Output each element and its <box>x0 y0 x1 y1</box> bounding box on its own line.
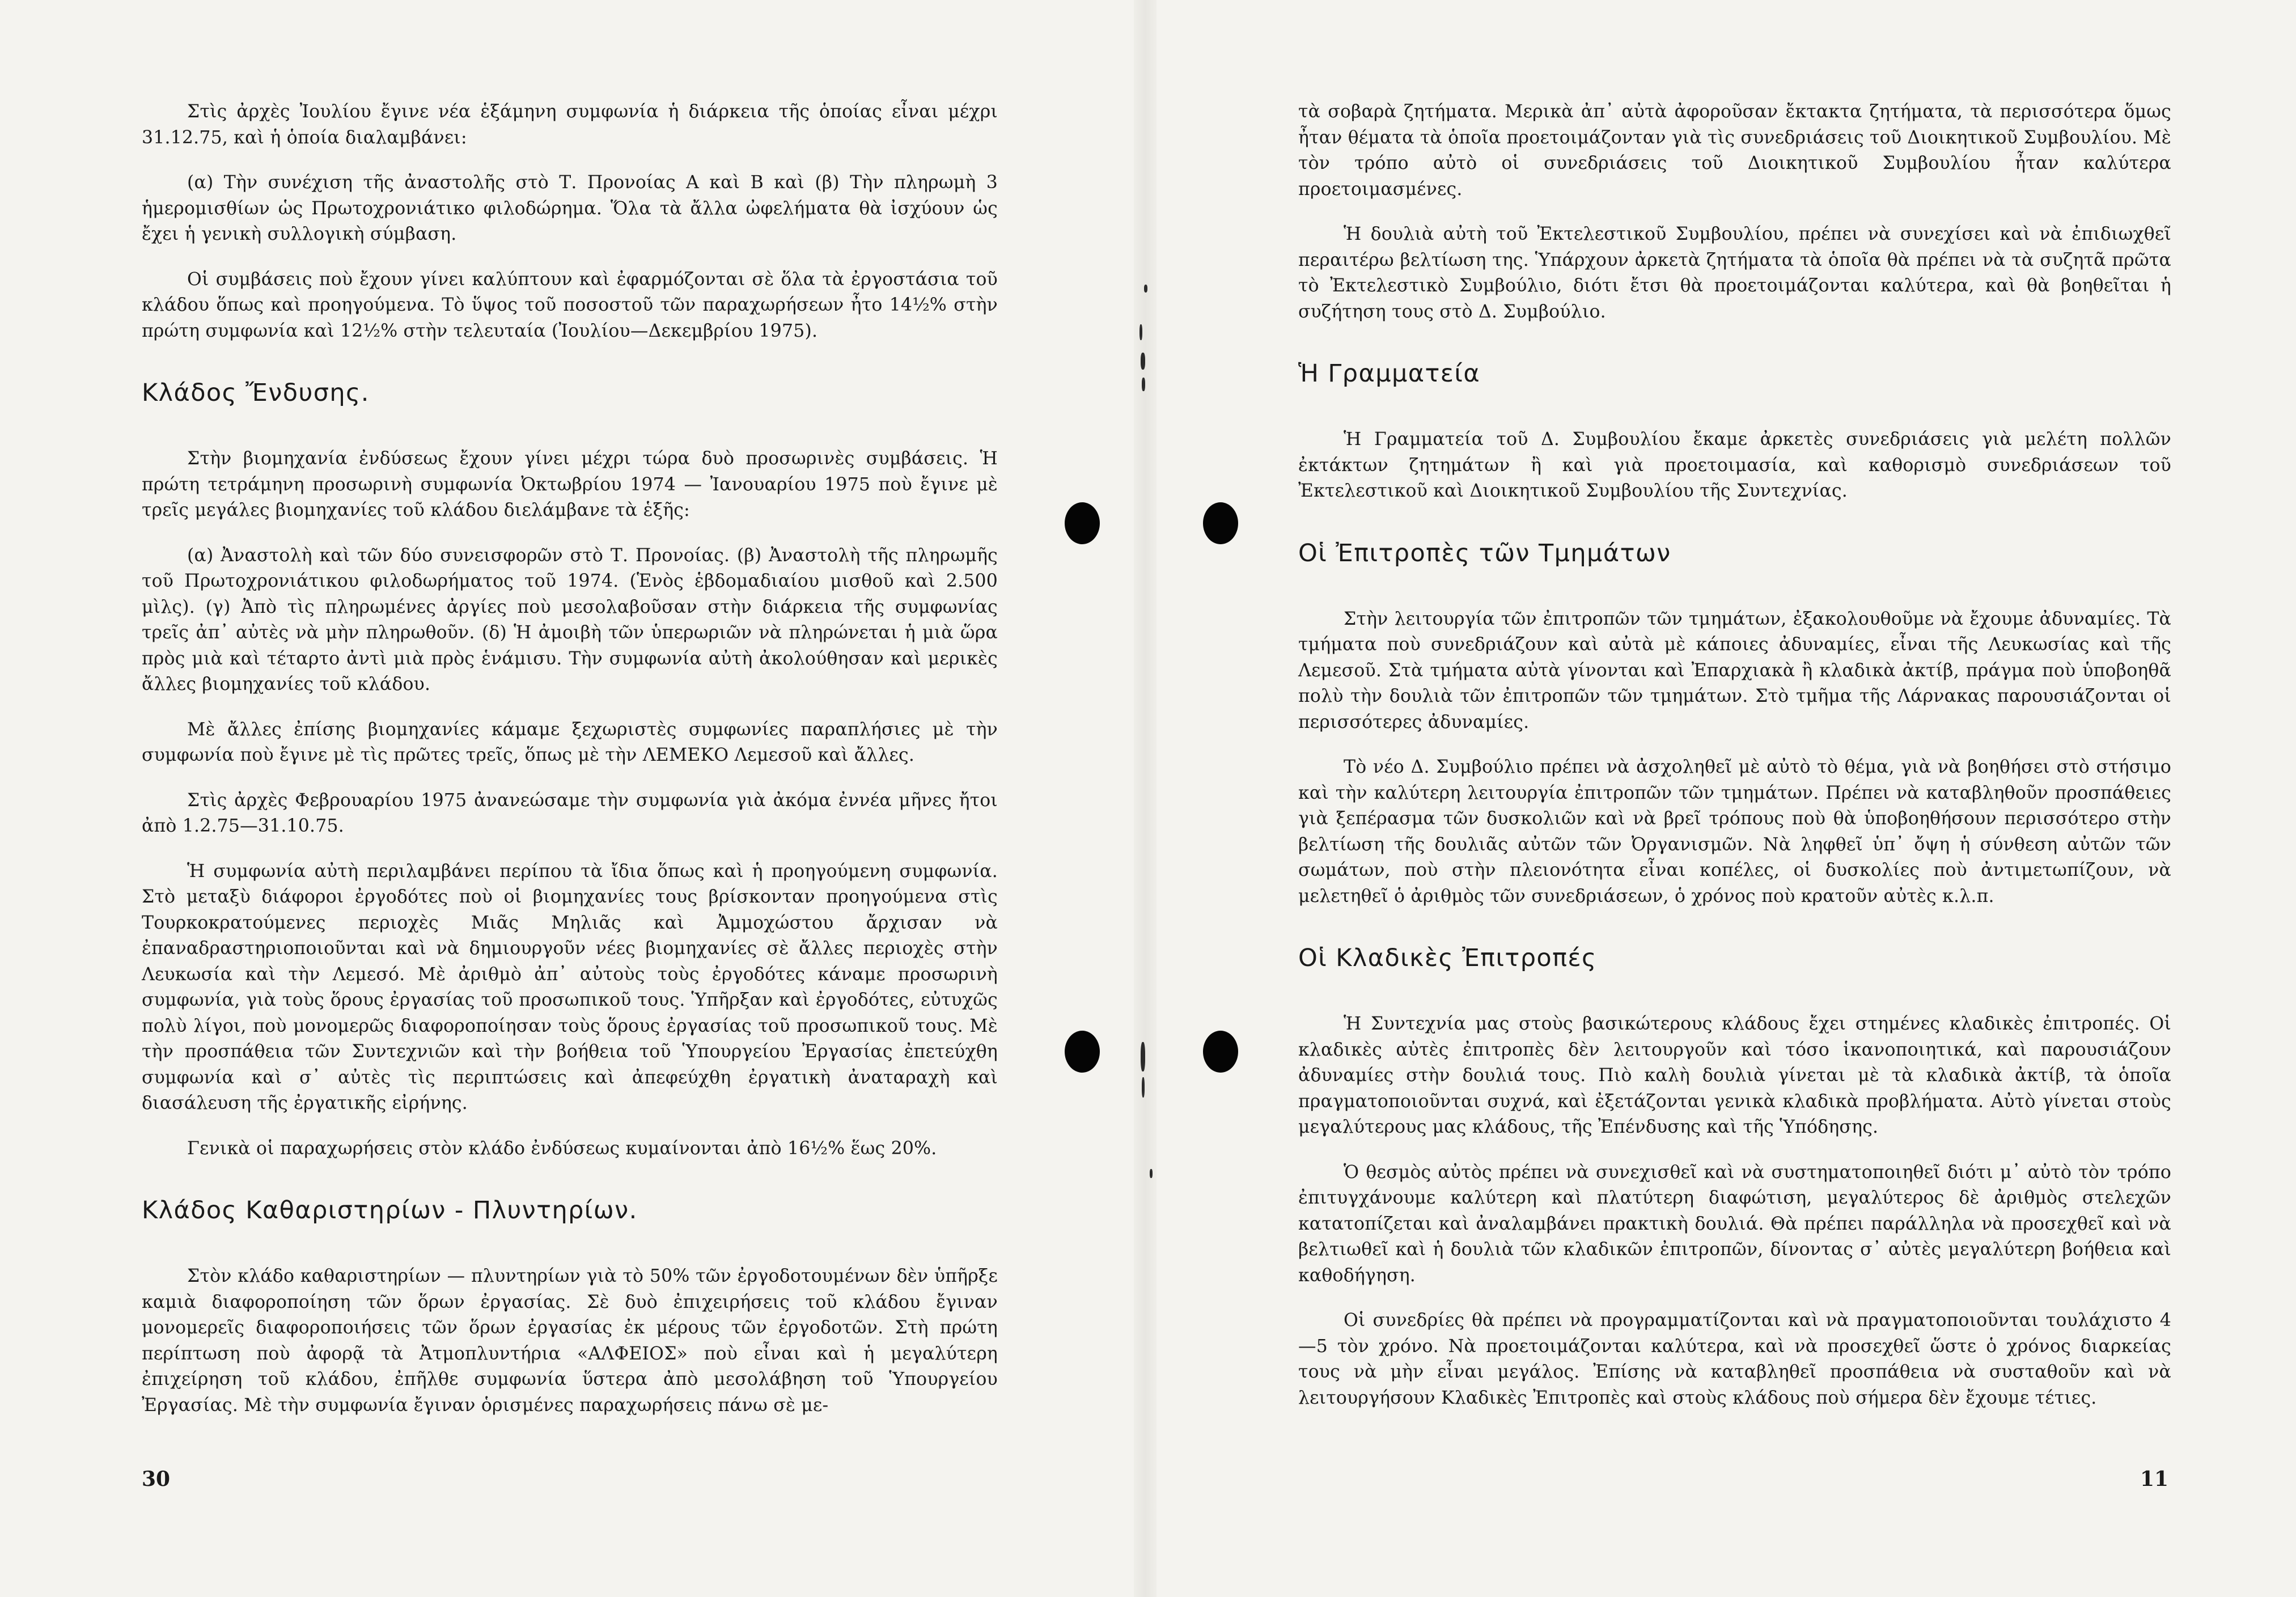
left-page-text-column <box>142 99 998 1438</box>
paragraph: Οἱ συνεδρίες θὰ πρέπει νὰ προγραμματίζονται καὶ νὰ πραγματοποιοῦνται τουλάχιστο 4—5 τὸν χρόνο. Νὰ προετοιμάζονται καλύτερα, καὶ νὰ προσεχθεῖ ὥστε ὁ χρόνος διαρκείας τους νὰ μὴν εἶναι μεγάλος. Ἐπίσης νὰ καταβληθεῖ προσπάθεια νὰ συσταθοῦν καὶ νὰ λειτουργήσουν Κλαδικὲς Ἐπιτροπὲς καὶ στοὺς κλάδους ποὺ σήμερα δὲν ἔχουμε τέτιες. <box>1298 1310 2171 1408</box>
section-heading-laundries: Κλάδος Καθαριστηρίων - Πλυντηρίων. <box>142 1196 638 1225</box>
paragraph: (α) Τὴν συνέχιση τῆς ἀναστολῆς στὸ Τ. Προνοίας Α καὶ Β καὶ (β) Τὴν πληρωμὴ 3 ἡμερομισθίων ὡς Πρωτοχρονιάτικο φιλοδώρημα. Ὅλα τὰ ἄλλα ὠφελήματα θὰ ἰσχύουν ὡς ἔχει ἡ γενικὴ συλλογικὴ σύμβαση. <box>142 172 998 244</box>
paragraph: Ἡ συμφωνία αὐτὴ περιλαμβάνει περίπου τὰ ἴδια ὅπως καὶ ἡ προηγούμενη συμφωνία. Στὸ μεταξὺ διάφοροι ἐργοδότες ποὺ οἱ βιομηχανίες τους βρίσκονταν προηγούμενα στὶς Τουρκοκρατούμενες περιοχὲς Μιᾶς Μηλιᾶς καὶ Ἀμμοχώστου ἄρχισαν νὰ ἐπαναδραστηριοποιοῦνται καὶ νὰ δημιουργοῦν νέες βιομηχανίες σὲ ἄλλες περιοχὲς στὴν Λευκωσία καὶ τὴν Λεμεσό. Μὲ ἀριθμὸ ἀπ᾽ αὐτοὺς τοὺς ἐργοδότες κάναμε προσωρινὴ συμφωνία, γιὰ τοὺς ὅρους ἐργασίας τοῦ προσωπικοῦ τους. Ὑπῆρξαν καὶ ἐργοδότες, εὐτυχῶς πολὺ λίγοι, ποὺ μονομερῶς διαφοροποίησαν τοὺς ὅρους ἐργασίας τοῦ προσωπικοῦ τους. Μὲ τὴν προσπάθεια τῶν Συντεχνιῶν καὶ τὴν βοήθεια τοῦ Ὑπουργείου Ἐργασίας ἐπετεύχθη συμφωνία καὶ σ᾽ αὐτὲς τὶς περιπτώσεις καὶ ἀπεφεύχθη ἐργατικὴ ἀναταραχὴ καὶ διασάλευση τῆς ἐργατικῆς εἰρήνης. <box>142 861 998 1113</box>
paragraph: (α) Ἀναστολὴ καὶ τῶν δύο συνεισφορῶν στὸ Τ. Προνοίας. (β) Ἀναστολὴ τῆς πληρωμῆς τοῦ Πρωτοχρονιάτικου φιλοδωρήματος τοῦ 1974. (Ἑνὸς ἑβδομαδιαίου μισθοῦ καὶ 2.500 μὶλς). (γ) Ἀπὸ τὶς πληρωμένες ἀργίες ποὺ μεσολαβοῦσαν στὴν διάρκεια τῆς συμφωνίας τρεῖς ἀπ᾽ αὐτὲς νὰ μὴν πληρωθοῦν. (δ) Ἡ ἀμοιβὴ τῶν ὑπερωριῶν νὰ πληρώνεται ἡ μιὰ ὥρα πρὸς μιὰ καὶ τέταρτο ἀντὶ μιὰ πρὸς ἑνάμισυ. Τὴν συμφωνία αὐτὴ ἀκολούθησαν καὶ μερικὲς ἄλλες βιομηχανίες τοῦ κλάδου. <box>142 545 998 694</box>
paragraph: Μὲ ἄλλες ἐπίσης βιομηχανίες κάμαμε ξεχωριστὲς συμφωνίες παραπλήσιες μὲ τὴν συμφωνία ποὺ ἔγινε μὲ τὶς πρῶτες τρεῖς, ὅπως μὲ τὴν ΛΕΜΕΚΟ Λεμεσοῦ καὶ ἄλλες. <box>142 719 998 765</box>
paragraph: Στὸν κλάδο καθαριστηρίων — πλυντηρίων γιὰ τὸ 50% τῶν ἐργοδοτουμένων δὲν ὑπῆρξε καμιὰ διαφοροποίηση τῶν ὅρων ἐργασίας. Σὲ δυὸ ἐπιχειρήσεις τοῦ κλάδου ἔγιναν μονομερεῖς διαφοροποιήσεις τῶν ὅρων ἐργασίας ἐκ μέρους τῶν ἐργοδοτῶν. Στὴ πρώτη περίπτωση ποὺ ἀφορᾷ τὰ Ἀτμοπλυντήρια «ΑΛΦΕΙΟΣ» ποὺ εἶναι καὶ ἡ μεγαλύτερη ἐπιχείρηση τοῦ κλάδου, ἐπῆλθε συμφωνία ὕστερα ἀπὸ μεσολάβηση τοῦ Ὑπουργείου Ἐργασίας. Μὲ τὴν συμφωνία ἔγιναν ὁρισμένες παραχωρήσεις πάνω σὲ με- <box>142 1266 998 1416</box>
paragraph: Οἱ συμβάσεις ποὺ ἔχουν γίνει καλύπτουν καὶ ἐφαρμόζονται σὲ ὅλα τὰ ἐργοστάσια τοῦ κλάδου ὅπως καὶ προηγούμενα. Τὸ ὕψος τοῦ ποσοστοῦ τῶν παραχωρήσεων ἦτο 14½% στὴν πρώτη συμφωνία καὶ 12½% στὴν τελευταία (Ἰουλίου—Δεκεμβρίου 1975). <box>142 269 998 341</box>
paragraph: Στὶς ἀρχὲς Φεβρουαρίου 1975 ἀνανεώσαμε τὴν συμφωνία γιὰ ἀκόμα ἐννέα μῆνες ἤτοι ἀπὸ 1.2.75—31.10.75. <box>142 790 998 836</box>
scan-speck <box>1144 285 1147 293</box>
section-heading-clothing: Κλάδος Ἔνδυσης. <box>142 379 370 407</box>
paragraph: Γενικὰ οἱ παραχωρήσεις στὸν κλάδο ἐνδύσεως κυμαίνονται ἀπὸ 16½% ἕως 20%. <box>187 1138 937 1159</box>
binder-hole <box>1065 1031 1100 1073</box>
scan-speck <box>1150 1169 1153 1178</box>
scan-speck <box>1142 378 1145 391</box>
scan-speck <box>1139 324 1142 340</box>
paragraph: Ἡ Συντεχνία μας στοὺς βασικώτερους κλάδους ἔχει στημένες κλαδικὲς ἐπιτροπές. Οἱ κλαδικὲς αὐτὲς ἐπιτροπὲς δὲν λειτουργοῦν καὶ τόσο ἱκανοποιητικά, καὶ παρουσιάζουν ἀδυναμίες στὴν δουλιά τους. Πιὸ καλὴ δουλιὰ γίνεται μὲ τὰ κλαδικὰ ἀκτίβ, τὰ ὁποῖα πραγματοποιοῦνται συχνά, καὶ ἐξετάζονται γενικὰ κλαδικὰ προβλήματα. Αὐτὸ γίνεται στοὺς μεγαλύτερους μας κλάδους, τῆς Ἐπένδυσης καὶ τῆς Ὑπόδησης. <box>1298 1014 2171 1137</box>
binder-hole <box>1065 502 1100 544</box>
paragraph: Ἡ δουλιὰ αὐτὴ τοῦ Ἐκτελεστικοῦ Συμβουλίου, πρέπει νὰ συνεχίσει καὶ νὰ ἐπιδιωχθεῖ περαιτέρω βελτίωση της. Ὑπάρχουν ἀρκετὰ ζητήματα τὰ ὁποῖα θὰ πρέπει νὰ τὰ συζητᾶ πρῶτα τὸ Ἐκτελεστικὸ Συμβούλιο, διότι ἔτσι θὰ προετοιμάζονται καλύτερα, καὶ θὰ βοηθεῖται ἡ συζήτηση τους στὸ Δ. Συμβούλιο. <box>1298 224 2171 322</box>
paragraph: Στὴν λειτουργία τῶν ἐπιτροπῶν τῶν τμημάτων, ἐξακολουθοῦμε νὰ ἔχουμε ἀδυναμίες. Τὰ τμήματα ποὺ συνεδριάζουν καὶ αὐτὰ μὲ κάποιες ἀδυναμίες, εἶναι τῆς Λευκωσίας καὶ τῆς Λεμεσοῦ. Στὰ τμήματα αὐτὰ γίνονται καὶ Ἐπαρχιακὰ ἢ κλαδικὰ ἀκτίβ, πράγμα ποὺ ὑποβοηθᾶ πολὺ τὴν δουλιὰ τῶν ἐπιτροπῶν τῶν τμημάτων. Στὸ τμῆμα τῆς Λάρνακας παρουσιάζονται οἱ περισσότερες ἀδυναμίες. <box>1298 608 2171 732</box>
paragraph: τὰ σοβαρὰ ζητήματα. Μερικὰ ἀπ᾽ αὐτὰ ἀφοροῦσαν ἔκτακτα ζητήματα, τὰ περισσότερα ὅμως ἦταν θέματα τὰ ὁποῖα προετοιμάζονταν γιὰ τὶς συνεδριάσεις τοῦ Διοικητικοῦ Συμβουλίου. Μὲ τὸν τρόπο αὐτὸ οἱ συνεδριάσεις τοῦ Διοικητικοῦ Συμβουλίου ἦταν καλύτερα προετοιμασμένες. <box>1298 101 2171 200</box>
page-number: 11 <box>2140 1467 2169 1491</box>
page-number: 30 <box>142 1467 171 1491</box>
paragraph: Ὁ θεσμὸς αὐτὸς πρέπει νὰ συνεχισθεῖ καὶ νὰ συστηματοποιηθεῖ διότι μ᾽ αὐτὸ τὸν τρόπο ἐπιτυγχάνουμε καλύτερη καὶ πλατύτερη διαφώτιση, μεγαλύτερος δὲ ἀριθμὸς στελεχῶν κατατοπίζεται καὶ ἀναλαμβάνει πρακτικὴ δουλιά. Θὰ πρέπει παράλληλα νὰ προσεχθεῖ καὶ νὰ βελτιωθεῖ καὶ ἡ δουλιὰ τῶν κλαδικῶν ἐπιτροπῶν, δίνοντας σ᾽ αὐτὲς μεγαλύτερη βοήθεια καὶ καθοδήγηση. <box>1298 1162 2171 1286</box>
section-heading-branch-committees: Οἱ Κλαδικὲς Ἐπιτροπές <box>1298 944 1597 972</box>
right-page <box>1157 0 2296 1597</box>
scan-speck <box>1141 1042 1145 1071</box>
paragraph: Στὶς ἀρχὲς Ἰουλίου ἔγινε νέα ἑξάμηνη συμφωνία ἡ διάρκεια τῆς ὁποίας εἶναι μέχρι 31.12.75, καὶ ἡ ὁποία διαλαμβάνει: <box>142 101 998 148</box>
right-page-text-column <box>1298 99 2171 1430</box>
scan-speck <box>1142 1077 1145 1098</box>
scan-speck <box>1141 353 1145 370</box>
page-gutter <box>1134 0 1157 1597</box>
left-page <box>0 0 1134 1597</box>
paragraph: Ἡ Γραμματεία τοῦ Δ. Συμβουλίου ἔκαμε ἀρκετὲς συνεδριάσεις γιὰ μελέτη πολλῶν ἐκτάκτων ζητημάτων ἢ καὶ γιὰ προετοιμασία, καὶ καθορισμὸ συνεδριάσεων τοῦ Ἐκτελεστικοῦ καὶ Διοικητικοῦ Συμβουλίου τῆς Συντεχνίας. <box>1298 429 2171 501</box>
section-heading-secretariat: Ἡ Γραμματεία <box>1298 359 1481 388</box>
paragraph: Στὴν βιομηχανία ἐνδύσεως ἔχουν γίνει μέχρι τώρα δυὸ προσωρινὲς συμβάσεις. Ἡ πρώτη τετράμηνη προσωρινὴ συμφωνία Ὀκτωβρίου 1974 — Ἰανουαρίου 1975 ποὺ ἔγινε μὲ τρεῖς μεγάλες βιομηχανίες τοῦ κλάδου διελάμβανε τὰ ἑξῆς: <box>142 448 998 520</box>
paragraph: Τὸ νέο Δ. Συμβούλιο πρέπει νὰ ἀσχοληθεῖ μὲ αὐτὸ τὸ θέμα, γιὰ νὰ βοηθήσει στὸ στήσιμο καὶ τὴν καλύτερη λειτουργία ἐπιτροπῶν τῶν τμημάτων. Πρέπει νὰ καταβληθοῦν προσπάθειες γιὰ ξεπέρασμα τῶν δυσκολιῶν καὶ νὰ βρεῖ τρόπους ποὺ θὰ ὑποβοηθήσουν περισσότερο στὴν βελτίωση τῆς δουλιᾶς αὐτῶν τῶν Ὀργανισμῶν. Νὰ ληφθεῖ ὑπ᾽ ὄψη ἡ σύνθεση αὐτῶν τῶν σωμάτων, ποὺ στὴν πλειονότητα εἶναι κοπέλες, οἱ δυσκολίες ποὺ ἀντιμετωπίζουν, νὰ μελετηθεῖ ὁ ἀριθμὸς τῶν συνεδριάσεων, ὁ χρόνος ποὺ κρατοῦν αὐτὲς κ.λ.π. <box>1298 757 2171 906</box>
section-heading-department-committees: Οἱ Ἐπιτροπὲς τῶν Τμημάτων <box>1298 539 1671 567</box>
